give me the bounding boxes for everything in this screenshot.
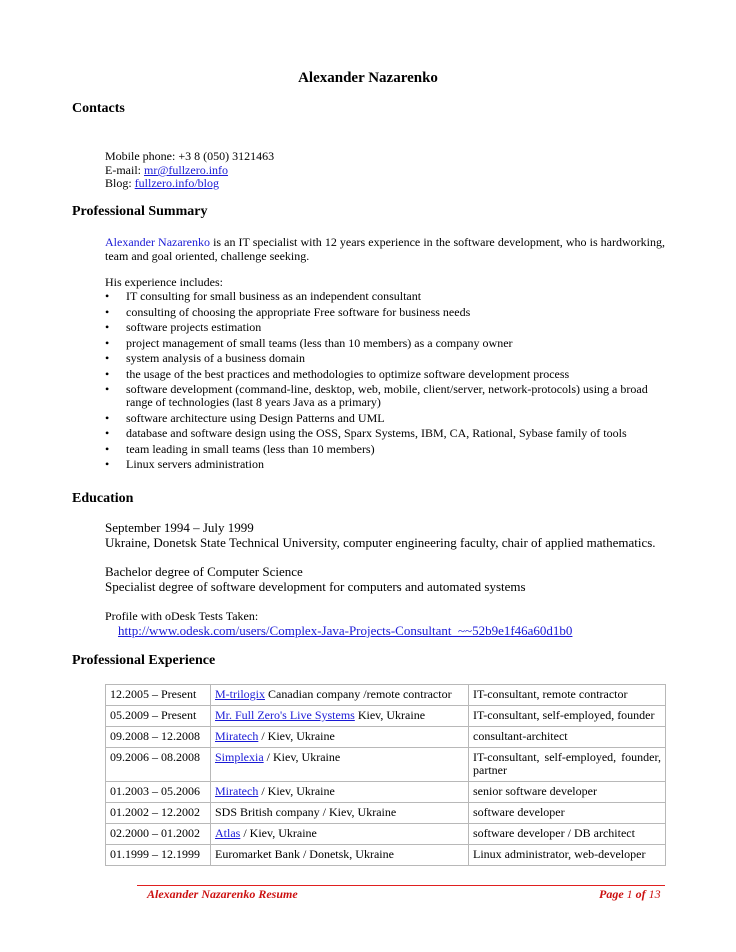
bullet-item: • the usage of the best practices and methodologies to optimize software development process: [105, 368, 665, 381]
period-cell: 09.2006 – 08.2008: [106, 748, 211, 782]
blog-link[interactable]: fullzero.info/blog: [134, 176, 219, 190]
bullet-item: • Linux servers administration: [105, 458, 665, 471]
role-cell: Linux administrator, web-developer: [469, 845, 666, 866]
experience-bullet-list: [105, 290, 665, 474]
company-cell: [211, 727, 469, 748]
email-link[interactable]: mr@fullzero.info: [144, 163, 229, 177]
table-row: [106, 706, 666, 727]
summary-intro-text: is an IT specialist with 12 years experience in the software development, who is hardworking, team and goal oriented, challenge seeking.: [105, 235, 665, 263]
profile-label: Profile with oDesk Tests Taken:: [105, 609, 259, 623]
company-text: / Kiev, Ukraine: [240, 826, 317, 840]
company-link[interactable]: Simplexia: [215, 750, 264, 764]
table-row: [106, 845, 666, 866]
of-label: of: [635, 887, 646, 901]
table-row: [106, 782, 666, 803]
company-link[interactable]: Miratech: [215, 729, 259, 743]
period-cell: 01.2002 – 12.2002: [106, 803, 211, 824]
page-label: Page: [599, 887, 624, 901]
role-cell: software developer / DB architect: [469, 824, 666, 845]
table-row: [106, 824, 666, 845]
period-cell: 01.2003 – 05.2006: [106, 782, 211, 803]
table-row: [106, 748, 666, 782]
page-number: 1: [626, 887, 633, 901]
role-cell: IT-consultant, remote contractor: [469, 685, 666, 706]
bullet-item: • IT consulting for small business as an independent consultant: [105, 290, 665, 303]
page-total: 13: [648, 887, 661, 901]
company-cell: [211, 685, 469, 706]
role-cell: senior software developer: [469, 782, 666, 803]
phone-line: Mobile phone: +3 8 (050) 3121463: [105, 149, 275, 163]
company-cell: [211, 706, 469, 727]
footer-divider: [137, 885, 665, 886]
bullet-item: • database and software design using the OSS, Sparx Systems, IBM, CA, Rational, Sybase family of tools: [105, 427, 665, 440]
company-text: Kiev, Ukraine: [354, 708, 426, 722]
education-specialist: Specialist degree of software development for computers and automated systems: [105, 579, 526, 594]
bullet-item: • software projects estimation: [105, 321, 665, 334]
company-text: Canadian company /remote contractor: [265, 687, 452, 701]
profile-line: [118, 624, 572, 638]
page-indicator: [599, 887, 661, 902]
table-row: [106, 803, 666, 824]
role-cell: IT-consultant, self-employed, founder, partner: [469, 748, 666, 782]
bullet-item: • software development (command-line, desktop, web, mobile, client/server, network-protocols) using a broad range of technologies (last 8 years Java as a primary): [105, 383, 665, 409]
role-cell: IT-consultant, self-employed, founder: [469, 706, 666, 727]
summary-intro: [105, 236, 665, 263]
footer-title: Alexander Nazarenko Resume: [147, 887, 298, 901]
summary-heading: Professional Summary: [72, 204, 208, 219]
odesk-profile-link[interactable]: http://www.odesk.com/users/Complex-Java-Projects-Consultant_~~52b9e1f46a60d1b0: [118, 623, 573, 638]
table-row: [106, 685, 666, 706]
education-university: Ukraine, Donetsk State Technical University, computer engineering faculty, chair of applied mathematics.: [105, 535, 656, 550]
education-heading: Education: [72, 491, 134, 506]
period-cell: 09.2008 – 12.2008: [106, 727, 211, 748]
company-cell: Euromarket Bank / Donetsk, Ukraine: [211, 845, 469, 866]
period-cell: 02.2000 – 01.2002: [106, 824, 211, 845]
company-link[interactable]: M-trilogix: [215, 687, 265, 701]
company-text: / Kiev, Ukraine: [258, 784, 335, 798]
company-link[interactable]: Atlas: [215, 826, 241, 840]
company-link[interactable]: Mr. Full Zero's Live Systems: [215, 708, 355, 722]
period-cell: 05.2009 – Present: [106, 706, 211, 727]
page-title: Alexander Nazarenko: [298, 70, 438, 86]
contacts-heading: Contacts: [72, 101, 125, 116]
bullet-item: • consulting of choosing the appropriate Free software for business needs: [105, 306, 665, 319]
company-cell: SDS British company / Kiev, Ukraine: [211, 803, 469, 824]
company-text: / Kiev, Ukraine: [263, 750, 341, 764]
period-cell: 12.2005 – Present: [106, 685, 211, 706]
experience-intro: His experience includes:: [105, 275, 223, 289]
blog-line: [105, 177, 219, 190]
bullet-item: • system analysis of a business domain: [105, 352, 665, 365]
period-cell: 01.1999 – 12.1999: [106, 845, 211, 866]
table-row: [106, 727, 666, 748]
bullet-item: • team leading in small teams (less than 10 members): [105, 443, 665, 456]
company-cell: [211, 824, 469, 845]
role-cell: software developer: [469, 803, 666, 824]
bullet-item: • software architecture using Design Patterns and UML: [105, 412, 665, 425]
company-cell: [211, 748, 469, 782]
company-cell: [211, 782, 469, 803]
blog-label: Blog:: [105, 176, 135, 190]
company-text: / Kiev, Ukraine: [258, 729, 335, 743]
experience-table: [105, 684, 666, 866]
bullet-item: • project management of small teams (less than 10 members) as a company owner: [105, 337, 665, 350]
role-cell: consultant-architect: [469, 727, 666, 748]
experience-heading: Professional Experience: [72, 653, 216, 668]
education-period: September 1994 – July 1999: [105, 520, 254, 535]
company-link[interactable]: Miratech: [215, 784, 259, 798]
education-bachelor: Bachelor degree of Computer Science: [105, 564, 303, 579]
email-label: E-mail:: [105, 163, 144, 177]
summary-name-highlight: Alexander Nazarenko: [105, 235, 211, 249]
